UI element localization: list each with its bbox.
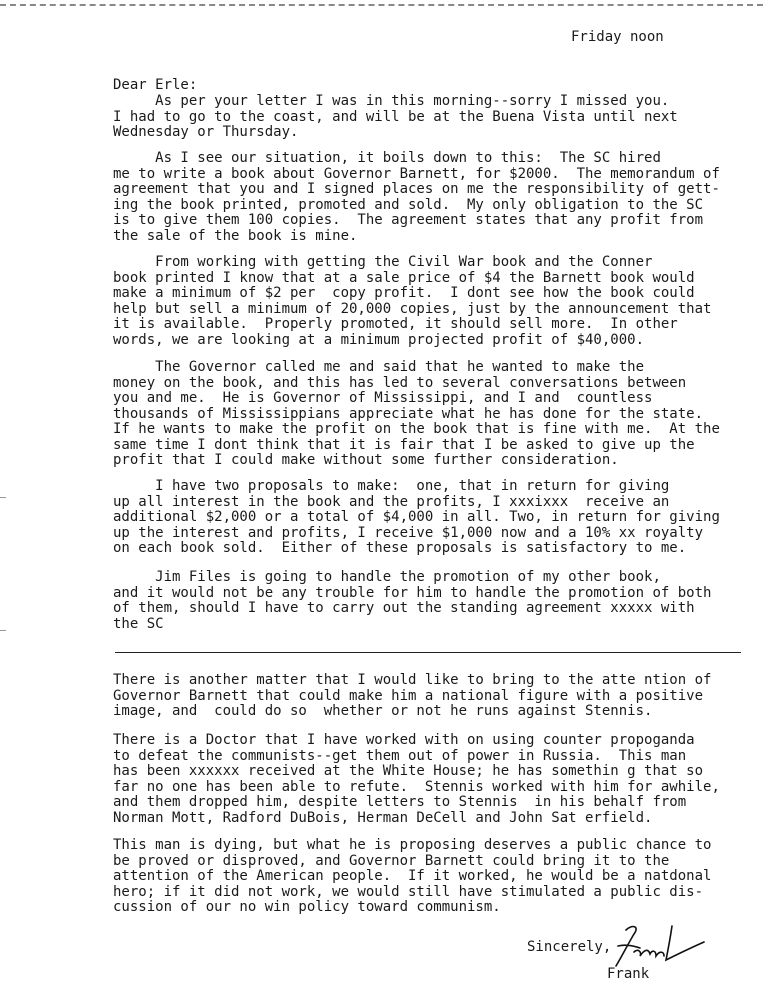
letter-line: If he wants to make the profit on the book that is fine with me. At the [113, 421, 720, 437]
letter-line: it is available. Properly promoted, it should sell more. In other [113, 316, 678, 332]
letter-line: be proved or disproved, and Governor Barnett could bring it to the [113, 852, 670, 869]
letter-line: image, and could do so whether or not he runs against Stennis. [113, 703, 653, 719]
letter-line: and it would not be any trouble for him to handle the promotion of both [113, 584, 712, 601]
letter-line: ing the book printed, promoted and sold. My only obligation to the SC [113, 196, 704, 213]
letter-line: As I see our situation, it boils down to this: The SC hired [113, 150, 661, 166]
letter-line: Norman Mott, Radford DuBois, Herman DeCell and John Sat erfield. [113, 809, 653, 826]
letter-line: make a minimum of $2 per copy profit. I dont see how the book could [113, 285, 695, 301]
signer-name: Frank [607, 966, 650, 982]
letter-line: is to give them 100 copies. The agreement states that any profit from [113, 212, 704, 228]
letter-line: book printed I know that at a sale price of $4 the Barnett book would [113, 269, 695, 286]
margin-mark [0, 630, 6, 631]
letter-line: far no one has been able to refute. Stennis worked with him for awhile, [113, 778, 720, 795]
letter-line: hero; if it did not work, we would still have stimulated a public dis- [113, 883, 704, 900]
letter-line: Jim Files is going to handle the promotion of my other book, [113, 569, 661, 585]
letter-line: money on the book, and this has led to several conversations between [113, 374, 687, 391]
letter-line: thousands of Mississippians appreciate what he has done for the state. [113, 405, 704, 422]
letter-line: words, we are looking at a minimum projected profit of $40,000. [113, 331, 645, 348]
letter-line: I had to go to the coast, and will be at the Buena Vista until next [113, 108, 678, 125]
letter-line: Wednesday or Thursday. [113, 124, 299, 140]
letter-line: to defeat the communists--get them out of power in Russia. This man [113, 747, 687, 764]
letter-line: same time I dont think that it is fair that I be asked to give up the [113, 436, 695, 453]
letter-line: the SC [113, 615, 164, 632]
margin-mark [0, 497, 6, 498]
letter-line: up all interest in the book and the profits, I xxxixxx receive an [113, 493, 670, 510]
letter-line: As per your letter I was in this morning--sorry I missed you. [113, 93, 670, 109]
letter-line: I have two proposals to make: one, that in return for giving [113, 478, 670, 494]
letter-line: you and me. He is Governor of Mississippi, and I and countless [113, 390, 653, 406]
letter-line: has been xxxxxx received at the White House; he has somethin g that so [113, 763, 704, 779]
letter-line: profit that I could make without some further consideration. [113, 452, 619, 468]
letter-line: The Governor called me and said that he wanted to make the [113, 359, 645, 375]
letter-line: of them, should I have to carry out the standing agreement xxxxx with [113, 600, 695, 616]
letter-line: Governor Barnett that could make him a national figure with a positive [113, 687, 704, 704]
date-line: Friday noon [571, 29, 664, 45]
letter-line: help but sell a minimum of 20,000 copies, just by the announcement that [113, 300, 712, 317]
letter-line: There is another matter that I would like to bring to the atte ntion of [113, 672, 712, 688]
letter-line: additional $2,000 or a total of $4,000 in all. Two, in return for giving [113, 509, 720, 525]
letter-line: cussion of our no win policy toward communism. [113, 899, 501, 915]
letter-line: up the interest and profits, I receive $1,000 now and a 10% xx royalty [113, 524, 704, 541]
letter-line: on each book sold. Either of these proposals is satisfactory to me. [113, 540, 687, 556]
letter-line: agreement that you and I signed places on me the responsibility of gett- [113, 181, 720, 197]
letter-line: From working with getting the Civil War book and the Conner [113, 254, 653, 270]
salutation: Dear Erle: [113, 77, 198, 93]
section-divider [115, 652, 741, 653]
letter-line: This man is dying, but what he is proposing deserves a public chance to [113, 837, 712, 853]
closing: Sincerely, [527, 939, 612, 955]
handwritten-signature [604, 922, 714, 972]
page-top-edge [0, 0, 763, 6]
letter-line: me to write a book about Governor Barnett, for $2000. The memorandum of [113, 165, 720, 182]
letter-line: and them dropped him, despite letters to Stennis in his behalf from [113, 794, 687, 810]
letter-line: the sale of the book is mine. [113, 227, 358, 244]
letter-line: attention of the American people. If it worked, he would be a natdonal [113, 868, 712, 884]
letter-line: There is a Doctor that I have worked with on using counter propoganda [113, 732, 695, 748]
